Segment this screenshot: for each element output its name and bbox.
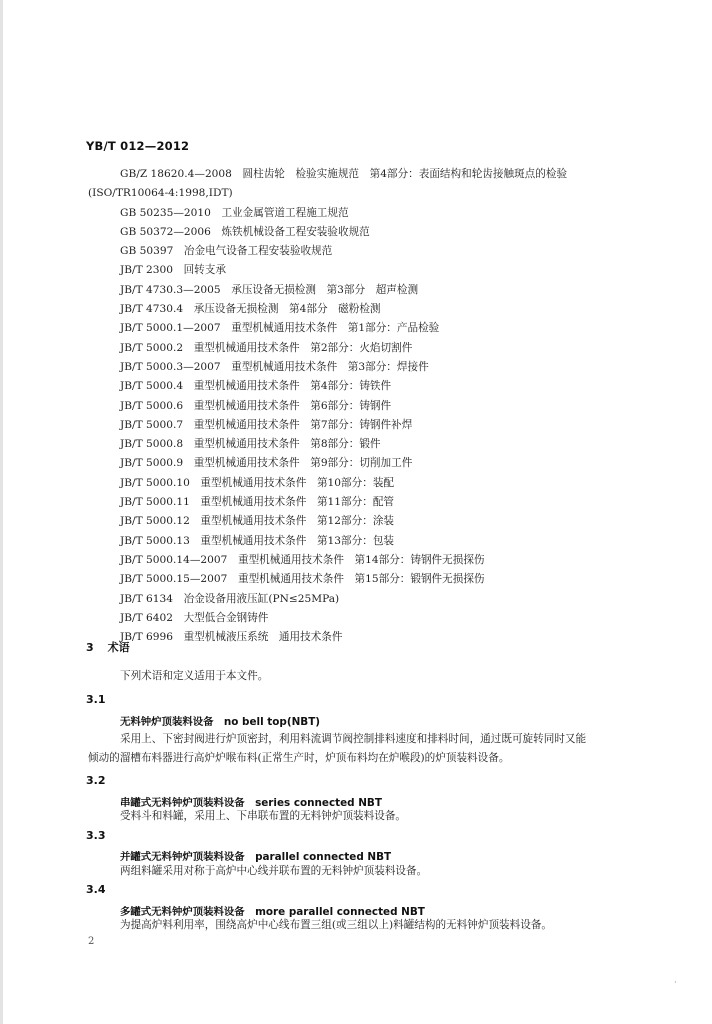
term-number: 3.4 [86, 883, 106, 896]
term-number: 3.1 [86, 693, 106, 706]
reference-item: JB/T 5000.8 重型机械通用技术条件 第8部分：锻件 [120, 438, 381, 451]
reference-item: JB/T 5000.12 重型机械通用技术条件 第12部分：涂装 [120, 515, 395, 528]
term-definition-line: 采用上、下密封阀进行炉顶密封，利用料流调节阀控制排料速度和排料时间，通过既可旋转同时又能 [120, 733, 587, 745]
reference-item: JB/T 5000.7 重型机械通用技术条件 第7部分：铸钢件补焊 [120, 418, 413, 431]
section-3-heading [86, 639, 130, 655]
normative-references-list [88, 165, 628, 647]
reference-item: JB/T 6996 重型机械液压系统 通用技术条件 [120, 631, 343, 644]
term-definition-line: 为提高炉料利用率，围绕高炉中心线布置三组(或三组以上)料罐结构的无料钟炉顶装料设备。 [120, 919, 553, 931]
section-number: 3 [86, 641, 94, 654]
reference-item: JB/T 5000.11 重型机械通用技术条件 第11部分：配管 [120, 496, 395, 509]
reference-item: JB/T 4730.3—2005 承压设备无损检测 第3部分 超声检测 [120, 283, 419, 296]
section-title: 术语 [107, 641, 130, 654]
reference-item: JB/T 6402 大型低合金钢铸件 [120, 611, 269, 624]
term-title: 串罐式无料钟炉顶装料设备 series connected NBT [120, 797, 382, 809]
reference-item: JB/T 5000.1—2007 重型机械通用技术条件 第1部分：产品检验 [120, 322, 440, 335]
term-definition-line: 两组料罐采用对称于高炉中心线并联布置的无料钟炉顶装料设备。 [120, 865, 428, 877]
reference-item: JB/T 5000.10 重型机械通用技术条件 第10部分：装配 [120, 476, 395, 489]
reference-item: JB/T 5000.14—2007 重型机械通用技术条件 第14部分：铸钢件无损探伤 [120, 553, 485, 566]
term-title: 无料钟炉顶装料设备 no bell top(NBT) [120, 716, 321, 728]
term-definition-line: 倾动的溜槽布料器进行高炉炉喉布料(正常生产时，炉顶布料均在炉喉段)的炉顶装料设备。 [88, 752, 510, 764]
term-title: 并罐式无料钟炉顶装料设备 parallel connected NBT [120, 851, 392, 863]
term-number: 3.3 [86, 829, 106, 842]
term-title: 多罐式无料钟炉顶装料设备 more parallel connected NBT [120, 906, 425, 918]
reference-item: JB/T 5000.4 重型机械通用技术条件 第4部分：铸铁件 [120, 380, 392, 393]
page-number: 2 [88, 936, 95, 947]
reference-item: JB/T 5000.13 重型机械通用技术条件 第13部分：包装 [120, 534, 395, 547]
reference-item: JB/T 2300 回转支承 [120, 264, 226, 277]
corner-mark: · [674, 978, 677, 988]
reference-item: GB 50235—2010 工业金属管道工程施工规范 [120, 206, 349, 219]
reference-item: GB/Z 18620.4—2008 圆柱齿轮 检验实施规范 第4部分：表面结构和轮齿接触斑点的检验 [120, 168, 568, 180]
reference-item: JB/T 5000.15—2007 重型机械通用技术条件 第15部分：锻钢件无损探伤 [120, 573, 485, 586]
reference-item: JB/T 5000.9 重型机械通用技术条件 第9部分：切削加工件 [120, 457, 413, 470]
reference-item: JB/T 5000.2 重型机械通用技术条件 第2部分：火焰切割件 [120, 341, 413, 354]
reference-item: JB/T 4730.4 承压设备无损检测 第4部分 磁粉检测 [120, 303, 381, 316]
scan-edge [0, 0, 3, 1024]
reference-item: JB/T 6134 冶金设备用液压缸(PN≤25MPa) [120, 592, 340, 605]
reference-item: GB 50397 冶金电气设备工程安装验收规范 [120, 245, 333, 258]
reference-item: JB/T 5000.3—2007 重型机械通用技术条件 第3部分：焊接件 [120, 360, 429, 373]
reference-item-continuation: (ISO/TR10064-4:1998,IDT) [88, 187, 233, 200]
standard-number-header: YB/T 012—2012 [86, 139, 190, 153]
section-3-intro: 下列术语和定义适用于本文件。 [120, 670, 269, 682]
reference-item: GB 50372—2006 炼铁机械设备工程安装验收规范 [120, 225, 370, 238]
term-definition-line: 受料斗和料罐，采用上、下串联布置的无料钟炉顶装料设备。 [120, 810, 407, 822]
reference-item: JB/T 5000.6 重型机械通用技术条件 第6部分：铸钢件 [120, 399, 392, 412]
term-number: 3.2 [86, 774, 106, 787]
